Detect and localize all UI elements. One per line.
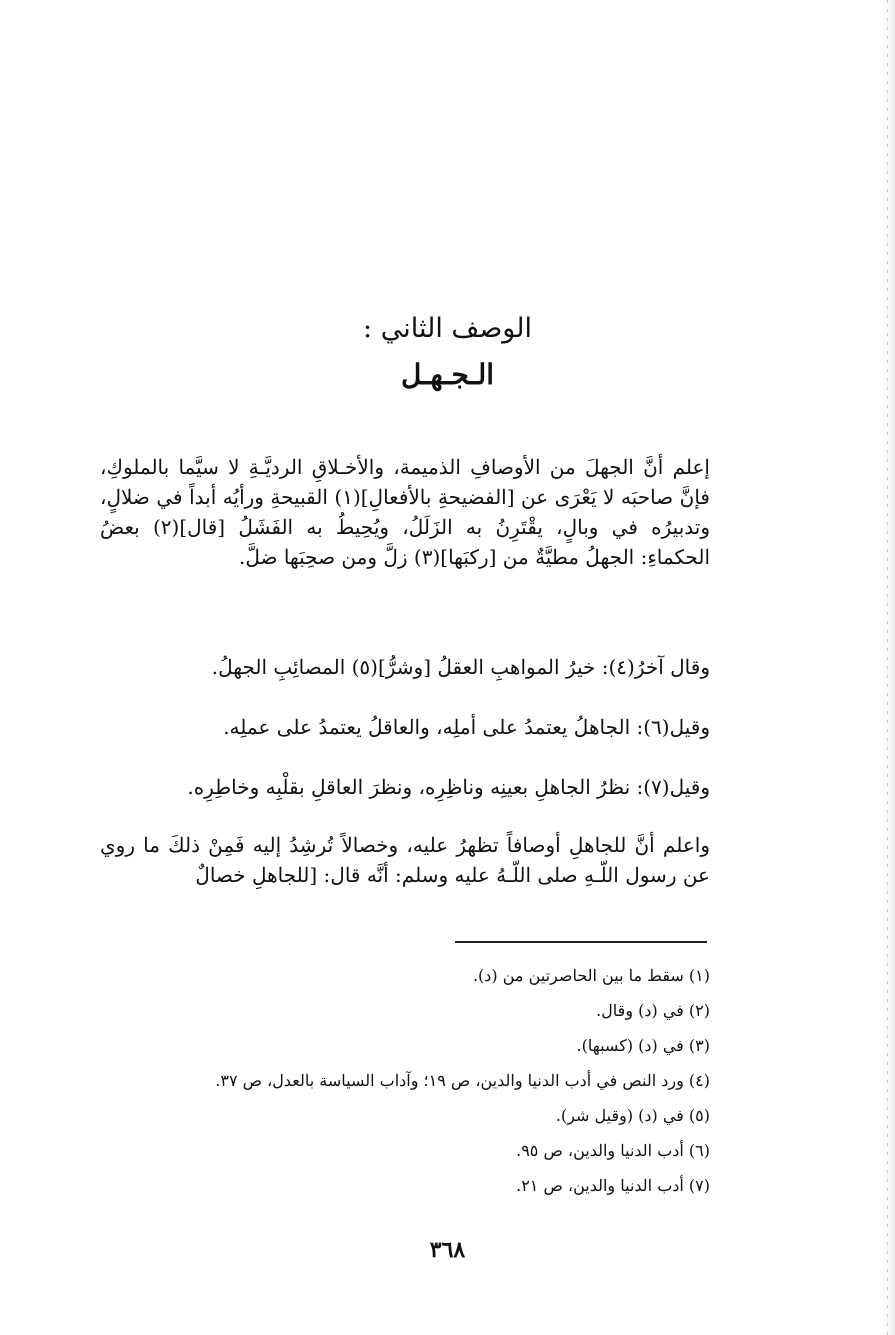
footnote-separator: [455, 941, 707, 943]
section-subtitle: الـجـهـل: [400, 358, 495, 391]
paragraph-5: واعلم أنَّ للجاهلِ أوصافاً تظهرُ عليه، وخصالاً تُرشِدُ إليه فَمِنْ ذلكَ ما روي عن رسول اللّـهِ صلى اللّـهُ عليه وسلم: أنَّه قال: [للجاهلِ خصالٌ: [100, 833, 710, 887]
paragraph-1: إعلم أنَّ الجهلَ من الأوصافِ الذميمة، والأخـلاقِ الرديَّـةِ لا سيَّما بالملوكِ، فإنَّ صاحبَه لا يَعْرَى عن [الفضيحةِ بالأفعالِ](١) القبيحةِ ورأيُه أبداً في ضلالٍ، وتدبيرُه في وبالٍ، يقْتَرِنُ به الزَلَلُ، ويُحِيطُ به الفَشَلُ [قال](٢) بعضُ الحكماءِ: الجهلُ مطيَّةٌ من [ركبَها](٣) زلَّ ومن صحِبَها ضلَّ.: [100, 455, 710, 569]
page-number: ٣٦٨: [429, 1237, 466, 1263]
footnote-3: (٣) في (د) (كسبها).: [576, 1036, 710, 1055]
footnote-1: (١) سقط ما بين الحاصرتين من (د).: [472, 966, 710, 985]
footnote-2: (٢) في (د) وقال.: [596, 1001, 710, 1020]
section-title: الوصف الثاني :: [363, 313, 532, 344]
footnotes-list: [80, 958, 710, 1203]
paragraph-2: وقال آخرُ(٤): خيرُ المواهبِ العقلُ [وشرُّ](٥) المصائِبِ الجهلُ.: [211, 655, 710, 679]
paragraph-4: وقيل(٧): نظرُ الجاهلِ بعينِه وناظِرِه، ونظرَ العاقلِ بقلْبِه وخاطِرِه.: [187, 775, 710, 799]
scanned-page-edge: [881, 0, 895, 1335]
footnote-6: (٦) أدب الدنيا والدين، ص ٩٥.: [516, 1141, 710, 1160]
footnote-7: (٧) أدب الدنيا والدين، ص ٢١.: [516, 1176, 710, 1195]
footnote-5: (٥) في (د) (وقيل شر).: [555, 1106, 710, 1125]
footnote-4: (٤) ورد النص في أدب الدنيا والدين، ص ١٩؛ وآداب السياسة بالعدل، ص ٣٧.: [215, 1071, 710, 1090]
paragraph-3: وقيل(٦): الجاهلُ يعتمدُ على أملِه، والعاقلُ يعتمدُ على عملِه.: [223, 715, 710, 739]
